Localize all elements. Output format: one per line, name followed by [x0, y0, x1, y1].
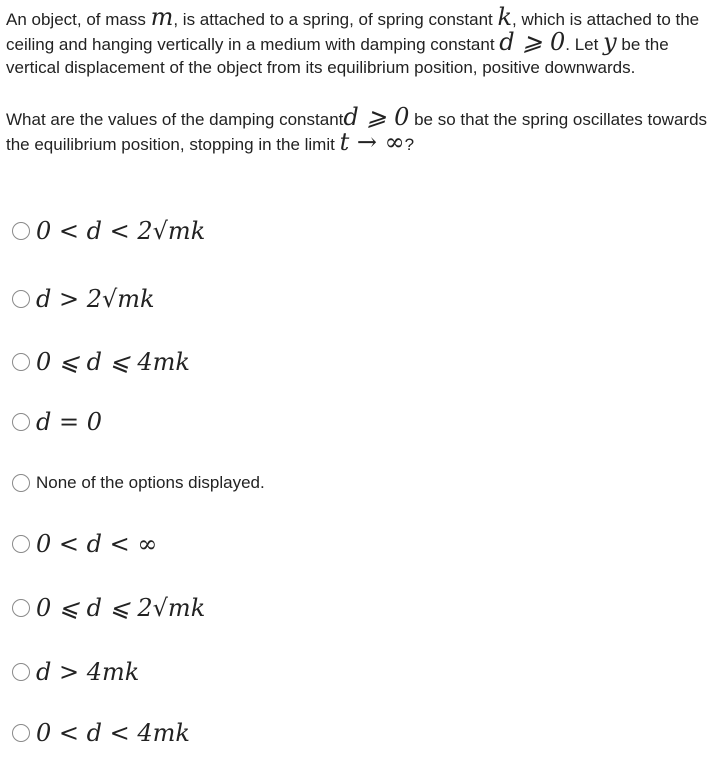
radio-button[interactable] — [12, 413, 30, 431]
option-label: None of the options displayed. — [36, 473, 265, 492]
option-label: d > 2√mk — [36, 285, 155, 313]
radio-button[interactable] — [12, 353, 30, 371]
answer-option[interactable] — [12, 659, 139, 685]
limit-expression: t → ∞ — [339, 128, 405, 156]
spring-constant-symbol: k — [497, 3, 513, 31]
radio-button[interactable] — [12, 474, 30, 492]
q1-text-3: , which is attached to the ceiling and hanging vertically in a medium with damping constant — [6, 10, 700, 54]
answer-option[interactable] — [12, 409, 102, 435]
damping-condition-2: d ⩾ 0 — [343, 103, 410, 131]
answer-option[interactable] — [12, 286, 155, 312]
radio-button[interactable] — [12, 599, 30, 617]
option-label: 0 ⩽ d ⩽ 4mk — [36, 348, 190, 376]
option-label: 0 ⩽ d ⩽ 2√mk — [36, 594, 206, 622]
answer-option[interactable] — [12, 720, 190, 746]
q1-text-1: An object, of mass — [6, 10, 151, 29]
question-paragraph-2 — [6, 103, 721, 156]
damping-condition: d ⩾ 0 — [499, 28, 566, 56]
option-label: d > 4mk — [36, 658, 140, 686]
q2-text-2: be so that the spring oscillates towards the equilibrium position, stopping in the limit — [6, 110, 708, 154]
q1-text-2: , is attached to a spring, of spring constant — [173, 10, 498, 29]
option-label: 0 < d < ∞ — [36, 530, 158, 558]
radio-button[interactable] — [12, 290, 30, 308]
option-label: d = 0 — [36, 408, 102, 436]
question-paragraph-1 — [6, 3, 721, 79]
option-label: 0 < d < 2√mk — [36, 217, 206, 245]
q2-text-3: ? — [404, 135, 415, 154]
radio-button[interactable] — [12, 663, 30, 681]
q2-text-1: What are the values of the damping constant — [6, 110, 344, 129]
question-text — [6, 3, 721, 156]
option-label: 0 < d < 4mk — [36, 719, 190, 747]
answer-option[interactable] — [12, 349, 190, 375]
radio-button[interactable] — [12, 222, 30, 240]
mass-symbol: m — [150, 3, 174, 31]
answer-option[interactable] — [12, 218, 205, 244]
answer-option[interactable] — [12, 531, 157, 557]
q1-text-5: be the vertical displacement of the object from its equilibrium position, positive downwards. — [6, 35, 669, 77]
answer-option[interactable] — [12, 595, 205, 621]
answer-option[interactable] — [12, 470, 265, 496]
radio-button[interactable] — [12, 535, 30, 553]
displacement-symbol: y — [603, 28, 617, 56]
q1-text-4: . Let — [565, 35, 604, 54]
radio-button[interactable] — [12, 724, 30, 742]
